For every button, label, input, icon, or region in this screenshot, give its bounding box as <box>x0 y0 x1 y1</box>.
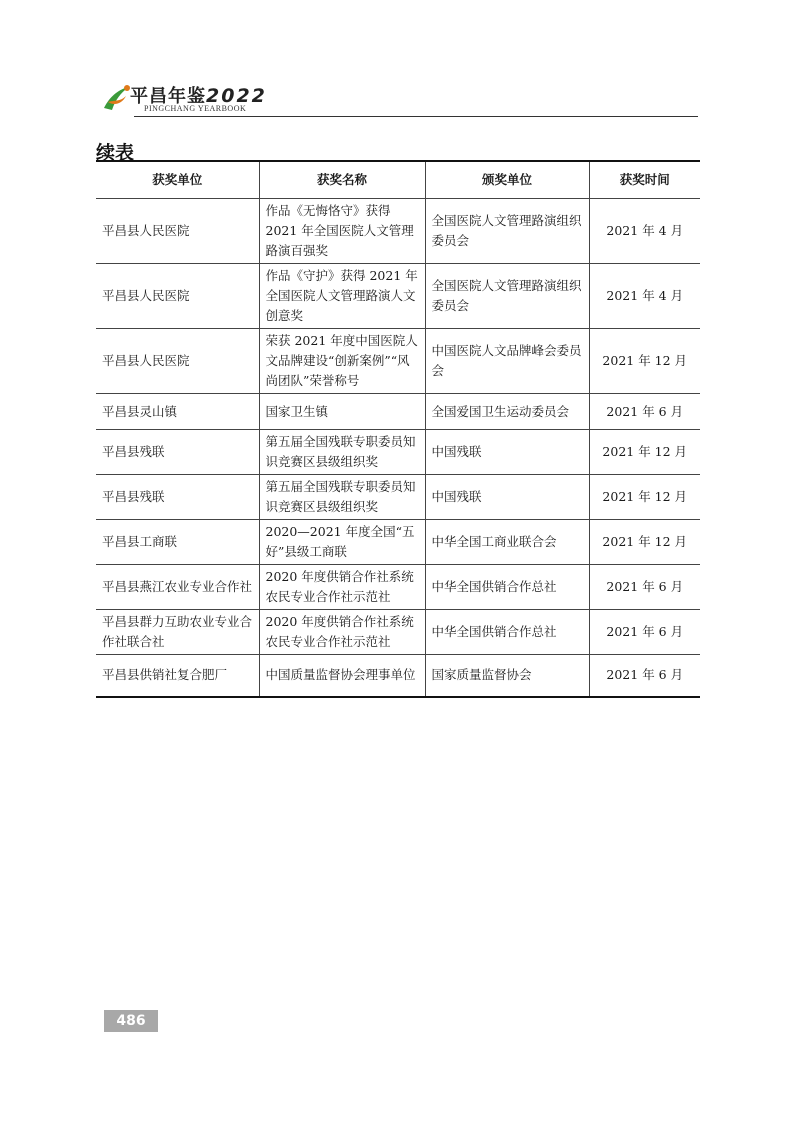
cell-time: 2021 年 12 月 <box>589 475 700 520</box>
awards-table <box>96 162 700 698</box>
table-row <box>96 520 700 565</box>
table-row <box>96 264 700 329</box>
yearbook-title-text: 平昌年鉴 <box>130 86 206 107</box>
cell-unit: 平昌县群力互助农业专业合作社联合社 <box>96 610 259 655</box>
cell-issuer: 中华全国供销合作总社 <box>425 565 589 610</box>
cell-unit: 平昌县人民医院 <box>96 199 259 264</box>
cell-issuer: 全国医院人文管理路演组织委员会 <box>425 264 589 329</box>
cell-issuer: 国家质量监督协会 <box>425 655 589 697</box>
table-row <box>96 610 700 655</box>
table-row <box>96 475 700 520</box>
cell-unit: 平昌县供销社复合肥厂 <box>96 655 259 697</box>
cell-award: 国家卫生镇 <box>259 394 425 430</box>
page-header <box>100 80 700 120</box>
cell-unit: 平昌县人民医院 <box>96 329 259 394</box>
cell-time: 2021 年 6 月 <box>589 655 700 697</box>
cell-issuer: 中华全国供销合作总社 <box>425 610 589 655</box>
column-header-award: 获奖名称 <box>259 162 425 199</box>
table-row <box>96 199 700 264</box>
yearbook-subtitle: PINGCHANG YEARBOOK <box>144 104 247 113</box>
cell-issuer: 全国爱国卫生运动委员会 <box>425 394 589 430</box>
column-header-time: 获奖时间 <box>589 162 700 199</box>
cell-time: 2021 年 12 月 <box>589 430 700 475</box>
cell-unit: 平昌县残联 <box>96 475 259 520</box>
cell-award: 荣获 2021 年度中国医院人文品牌建设“创新案例”“风尚团队”荣誉称号 <box>259 329 425 394</box>
cell-unit: 平昌县工商联 <box>96 520 259 565</box>
cell-time: 2021 年 4 月 <box>589 264 700 329</box>
cell-unit: 平昌县残联 <box>96 430 259 475</box>
table-row <box>96 565 700 610</box>
table-row <box>96 329 700 394</box>
table-row <box>96 430 700 475</box>
cell-award: 2020—2021 年度全国“五好”县级工商联 <box>259 520 425 565</box>
cell-time: 2021 年 6 月 <box>589 565 700 610</box>
column-header-issuer: 颁奖单位 <box>425 162 589 199</box>
cell-award: 第五届全国残联专职委员知识竞赛区县级组织奖 <box>259 430 425 475</box>
cell-unit: 平昌县人民医院 <box>96 264 259 329</box>
table-header-row <box>96 162 700 199</box>
page-number: 486 <box>104 1010 158 1032</box>
table-row <box>96 394 700 430</box>
yearbook-year: 2022 <box>206 85 267 107</box>
cell-issuer: 全国医院人文管理路演组织委员会 <box>425 199 589 264</box>
cell-issuer: 中华全国工商业联合会 <box>425 520 589 565</box>
cell-award: 中国质量监督协会理事单位 <box>259 655 425 697</box>
cell-issuer: 中国医院人文品牌峰会委员会 <box>425 329 589 394</box>
cell-award: 2020 年度供销合作社系统农民专业合作社示范社 <box>259 565 425 610</box>
cell-issuer: 中国残联 <box>425 475 589 520</box>
cell-award: 作品《无悔恪守》获得 2021 年全国医院人文管理路演百强奖 <box>259 199 425 264</box>
header-divider <box>134 116 698 117</box>
cell-unit: 平昌县燕江农业专业合作社 <box>96 565 259 610</box>
cell-award: 2020 年度供销合作社系统农民专业合作社示范社 <box>259 610 425 655</box>
cell-time: 2021 年 4 月 <box>589 199 700 264</box>
cell-time: 2021 年 6 月 <box>589 610 700 655</box>
cell-time: 2021 年 12 月 <box>589 520 700 565</box>
cell-award: 作品《守护》获得 2021 年全国医院人文管理路演人文创意奖 <box>259 264 425 329</box>
cell-time: 2021 年 6 月 <box>589 394 700 430</box>
cell-award: 第五届全国残联专职委员知识竞赛区县级组织奖 <box>259 475 425 520</box>
cell-issuer: 中国残联 <box>425 430 589 475</box>
column-header-unit: 获奖单位 <box>96 162 259 199</box>
section-title: 续表 <box>96 142 135 164</box>
yearbook-logo-icon <box>100 82 134 114</box>
cell-time: 2021 年 12 月 <box>589 329 700 394</box>
cell-unit: 平昌县灵山镇 <box>96 394 259 430</box>
table-row <box>96 655 700 697</box>
